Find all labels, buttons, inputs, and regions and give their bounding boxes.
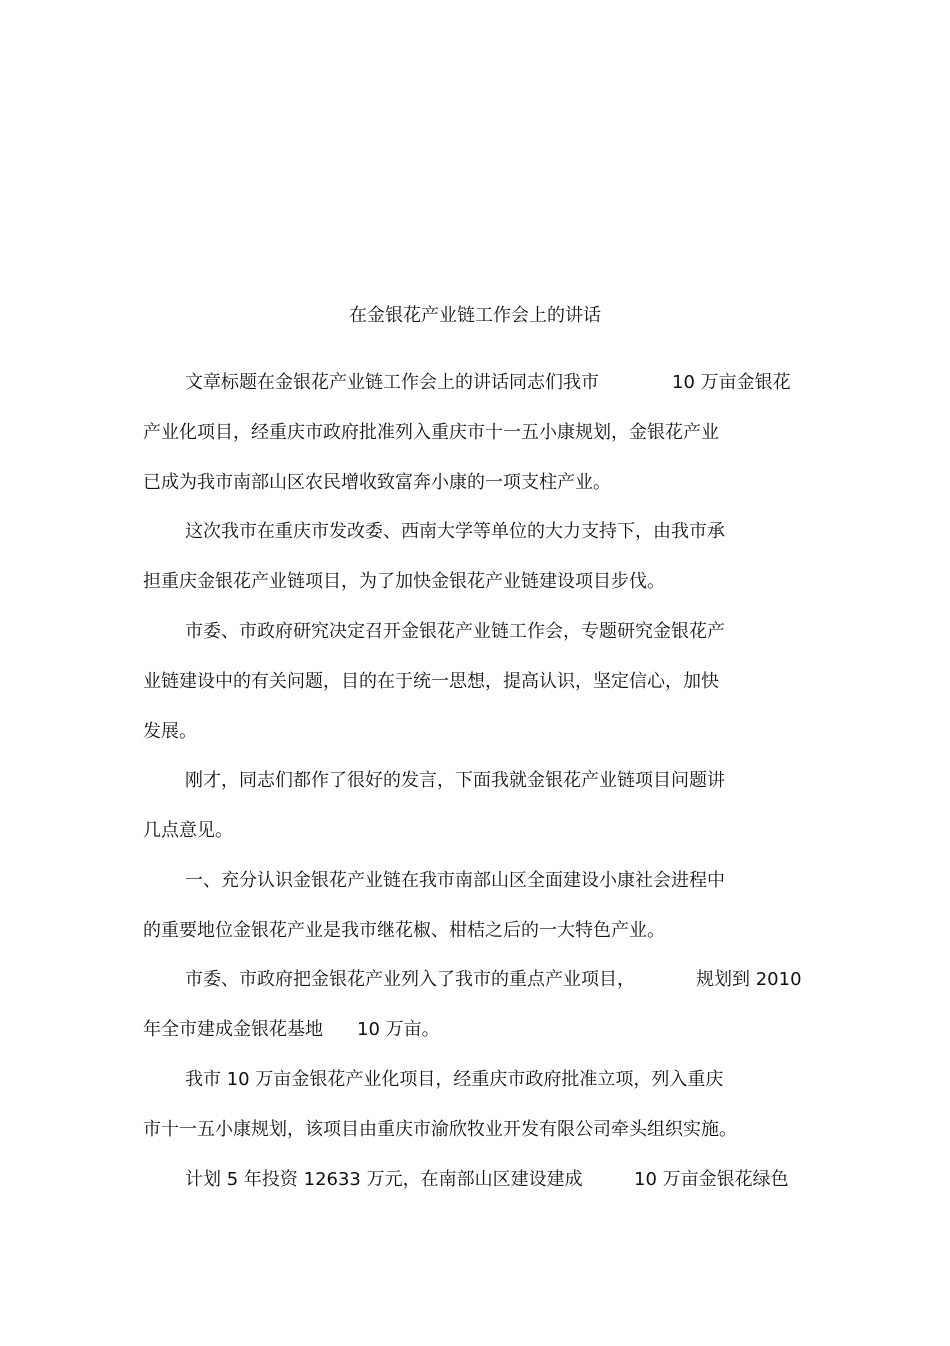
document-title: 在金银花产业链工作会上的讲话 [349,305,601,326]
paragraph-8-line-1a: 计划 5 年投资 12633 万元，在南部山区建设建成 [185,1169,583,1190]
paragraph-3-line-1: 市委、市政府研究决定召开金银花产业链工作会，专题研究金银花产 [185,621,725,642]
paragraph-6-line-1a: 市委、市政府把金银花产业列入了我市的重点产业项目， [185,969,635,990]
paragraph-1-line-1b: 10 万亩金银花 [672,372,791,393]
paragraph-4-line-2: 几点意见。 [143,820,233,841]
paragraph-1-line-1a: 文章标题在金银花产业链工作会上的讲话同志们我市 [185,372,599,393]
paragraph-7-line-1: 我市 10 万亩金银花产业化项目，经重庆市政府批准立项，列入重庆 [185,1069,724,1090]
paragraph-6-line-1b: 规划到 2010 [696,969,802,990]
paragraph-1-line-2: 产业化项目，经重庆市政府批准列入重庆市十一五小康规划，金银花产业 [143,422,719,443]
paragraph-8-line-1b: 10 万亩金银花绿色 [634,1169,789,1190]
paragraph-3-line-2: 业链建设中的有关问题，目的在于统一思想，提高认识，坚定信心，加快 [143,671,719,692]
paragraph-7-line-2: 市十一五小康规划，该项目由重庆市渝欣牧业开发有限公司牵头组织实施。 [143,1119,737,1140]
paragraph-4-line-1: 刚才，同志们都作了很好的发言，下面我就金银花产业链项目问题讲 [185,770,725,791]
paragraph-6-line-2b: 10 万亩。 [357,1019,440,1040]
paragraph-3-line-3: 发展。 [143,721,197,742]
paragraph-2-line-1: 这次我市在重庆市发改委、西南大学等单位的大力支持下，由我市承 [185,521,725,542]
paragraph-5-line-1: 一、充分认识金银花产业链在我市南部山区全面建设小康社会进程中 [185,870,725,891]
paragraph-5-line-2: 的重要地位金银花产业是我市继花椒、柑桔之后的一大特色产业。 [143,920,665,941]
paragraph-1-line-3: 已成为我市南部山区农民增收致富奔小康的一项支柱产业。 [143,472,611,493]
paragraph-2-line-2: 担重庆金银花产业链项目，为了加快金银花产业链建设项目步伐。 [143,571,665,592]
paragraph-6-line-2a: 年全市建成金银花基地 [143,1019,323,1040]
